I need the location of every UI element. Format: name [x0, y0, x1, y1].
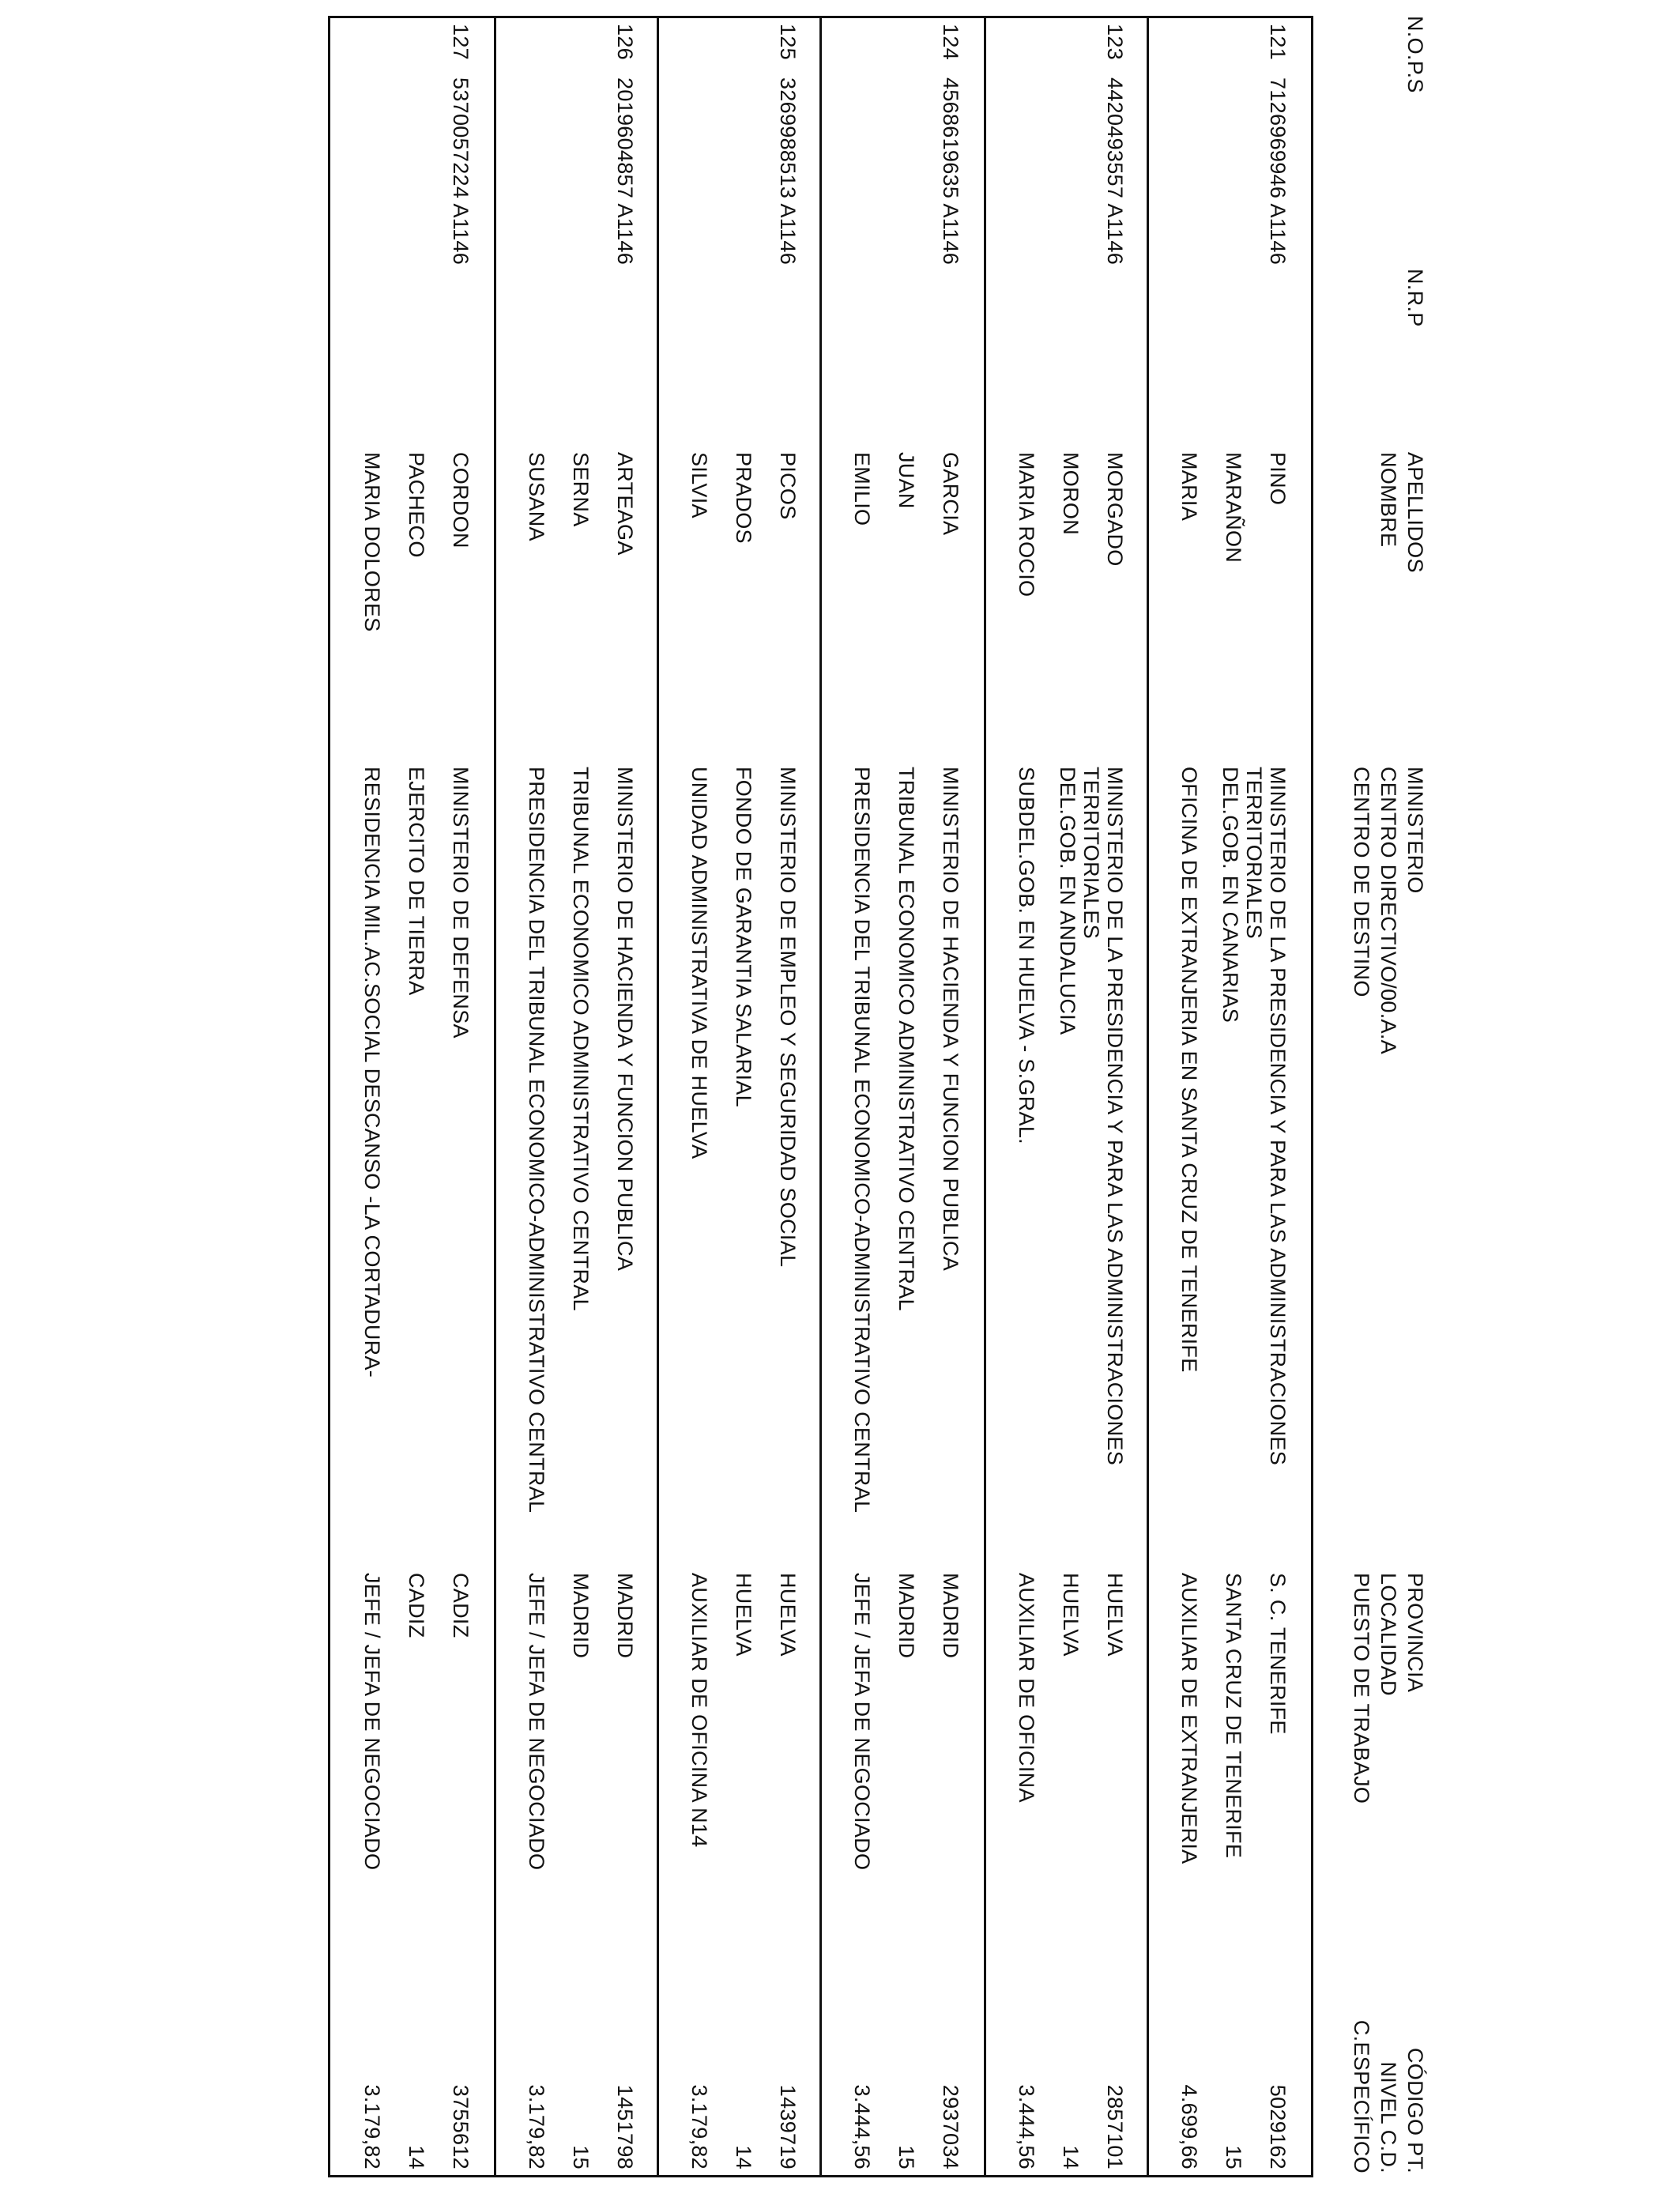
row-codigo: 2937034: [939, 2084, 962, 2169]
row-localidad: HUELVA: [1059, 1573, 1083, 1657]
header-centro-directivo: CENTRO DIRECTIVO/00.A.A: [1377, 767, 1400, 1054]
row-localidad: MADRID: [569, 1573, 593, 1659]
row-nops: 127: [449, 24, 473, 60]
header-apellidos: APELLIDOS: [1403, 452, 1427, 573]
row-puesto: AUXILIAR DE EXTRANJERIA: [1177, 1573, 1201, 1864]
row-apellido2: MARAÑON: [1222, 452, 1245, 564]
row-apellido1: MORGADO: [1103, 452, 1127, 567]
row-divider: [984, 16, 986, 2177]
row-especifico: 4.699,66: [1177, 2084, 1201, 2169]
row-provincia: CADIZ: [449, 1573, 473, 1638]
row-centro-destino: SUBDEL.GOB. EN HUELVA - S.GRAL.: [1015, 767, 1038, 1144]
row-codigo: 3755612: [449, 2084, 473, 2169]
row-provincia: MADRID: [939, 1573, 962, 1659]
row-ministerio: MINISTERIO DE LA PRESIDENCIA Y PARA LAS ADMINISTRACIONES: [1266, 767, 1290, 1466]
row-apellido2: SERNA: [569, 452, 593, 527]
header-centro-destino: CENTRO DE DESTINO: [1350, 767, 1373, 997]
row-ministerio: MINISTERIO DE LA PRESIDENCIA Y PARA LAS ADMINISTRACIONES: [1103, 767, 1127, 1466]
row-nivel: 14: [1059, 2145, 1083, 2169]
row-provincia: HUELVA: [776, 1573, 800, 1657]
row-provincia: MADRID: [613, 1573, 637, 1659]
row-nivel: 14: [732, 2145, 755, 2169]
row-centro-destino: PRESIDENCIA DEL TRIBUNAL ECONOMICO-ADMINISTRATIVO CENTRAL: [525, 767, 548, 1514]
row-apellido2: MORON: [1059, 452, 1083, 535]
row-localidad: MADRID: [895, 1573, 918, 1659]
header-nivel: NIVEL C.D.: [1377, 2061, 1400, 2173]
row-puesto: JEFE / JEFA DE NEGOCIADO: [360, 1573, 384, 1871]
header-codigo: CÓDIGO PT.: [1403, 2047, 1427, 2173]
row-divider: [819, 16, 822, 2177]
row-ministerio-cont: TERRITORIALES: [1079, 767, 1103, 939]
row-nops: 126: [613, 24, 637, 60]
row-apellido1: CORDON: [449, 452, 473, 548]
row-nrp: 5370057224 A1146: [449, 77, 473, 266]
row-especifico: 3.179,82: [687, 2084, 711, 2169]
row-puesto: JEFE / JEFA DE NEGOCIADO: [850, 1573, 874, 1871]
row-centro-directivo: DEL.GOB. EN CANARIAS: [1219, 767, 1242, 1023]
row-centro-destino: RESIDENCIA MIL.AC.SOCIAL DESCANSO -LA CORTADURA-: [360, 767, 384, 1378]
row-nivel: 15: [1222, 2145, 1245, 2169]
row-nops: 123: [1103, 24, 1127, 60]
row-centro-destino: UNIDAD ADMINISTRATIVA DE HUELVA: [687, 767, 711, 1159]
row-apellido2: PRADOS: [732, 452, 755, 544]
row-especifico: 3.179,82: [525, 2084, 548, 2169]
row-nivel: 14: [405, 2145, 428, 2169]
row-localidad: CADIZ: [405, 1573, 428, 1638]
row-apellido2: JUAN: [895, 452, 918, 509]
row-puesto: AUXILIAR DE OFICINA: [1015, 1573, 1038, 1803]
header-puesto: PUESTO DE TRABAJO: [1350, 1573, 1373, 1804]
row-centro-directivo: TRIBUNAL ECONOMICO ADMINISTRATIVO CENTRAL: [895, 767, 918, 1311]
row-nombre: MARIA: [1177, 452, 1201, 522]
row-nrp: 7126969946 A1146: [1266, 77, 1290, 266]
row-codigo: 1451798: [613, 2084, 637, 2169]
header-especifico: C.ESPECÍFICO: [1350, 2019, 1373, 2173]
header-nrp: N.R.P: [1403, 269, 1427, 327]
row-codigo: 1439719: [776, 2084, 800, 2169]
row-centro-directivo: DEL.GOB. EN ANDALUCIA: [1056, 767, 1079, 1035]
row-puesto: JEFE / JEFA DE NEGOCIADO: [525, 1573, 548, 1871]
row-centro-directivo: EJERCITO DE TIERRA: [405, 767, 428, 996]
header-nops: N.O.P.S: [1403, 16, 1427, 93]
row-puesto: AUXILIAR DE OFICINA N14: [687, 1573, 711, 1848]
row-nrp: 2019604857 A1146: [613, 77, 637, 266]
row-nops: 125: [776, 24, 800, 60]
row-divider: [1147, 16, 1149, 2177]
row-ministerio-cont: TERRITORIALES: [1242, 767, 1266, 939]
row-apellido1: ARTEAGA: [613, 452, 637, 556]
row-especifico: 3.444,56: [850, 2084, 874, 2169]
row-especifico: 3.179,82: [360, 2084, 384, 2169]
row-ministerio: MINISTERIO DE DEFENSA: [449, 767, 473, 1039]
row-localidad: SANTA CRUZ DE TENERIFE: [1222, 1573, 1245, 1859]
row-centro-destino: PRESIDENCIA DEL TRIBUNAL ECONOMICO-ADMINISTRATIVO CENTRAL: [850, 767, 874, 1514]
row-apellido1: PICOS: [776, 452, 800, 520]
row-apellido1: PINO: [1266, 452, 1290, 506]
header-nombre: NOMBRE: [1377, 452, 1400, 548]
row-nrp: 4420493557 A1146: [1103, 77, 1127, 266]
row-provincia: HUELVA: [1103, 1573, 1127, 1657]
row-nombre: SUSANA: [525, 452, 548, 541]
row-centro-directivo: TRIBUNAL ECONOMICO ADMINISTRATIVO CENTRAL: [569, 767, 593, 1311]
row-nops: 124: [939, 24, 962, 60]
row-apellido2: PACHECO: [405, 452, 428, 558]
row-nops: 121: [1266, 24, 1290, 60]
header-ministerio: MINISTERIO: [1403, 767, 1427, 894]
row-nombre: SILVIA: [687, 452, 711, 518]
row-divider: [657, 16, 659, 2177]
row-ministerio: MINISTERIO DE EMPLEO Y SEGURIDAD SOCIAL: [776, 767, 800, 1268]
row-localidad: HUELVA: [732, 1573, 755, 1657]
row-provincia: S. C. TENERIFE: [1266, 1573, 1290, 1735]
header-localidad: LOCALIDAD: [1377, 1573, 1400, 1696]
row-nivel: 15: [569, 2145, 593, 2169]
row-ministerio: MINISTERIO DE HACIENDA Y FUNCION PUBLICA: [939, 767, 962, 1272]
row-centro-directivo: FONDO DE GARANTIA SALARIAL: [732, 767, 755, 1107]
row-nombre: MARIA DOLORES: [360, 452, 384, 632]
row-nrp: 3269988513 A1146: [776, 77, 800, 266]
header-provincia: PROVINCIA: [1403, 1573, 1427, 1693]
row-nombre: MARIA ROCIO: [1015, 452, 1038, 598]
row-ministerio: MINISTERIO DE HACIENDA Y FUNCION PUBLICA: [613, 767, 637, 1272]
row-apellido1: GARCIA: [939, 452, 962, 536]
row-nrp: 4568619635 A1146: [939, 77, 962, 266]
row-divider: [494, 16, 496, 2177]
row-especifico: 3.444,56: [1015, 2084, 1038, 2169]
row-codigo: 5029162: [1266, 2084, 1290, 2169]
row-nivel: 15: [895, 2145, 918, 2169]
row-centro-destino: OFICINA DE EXTRANJERIA EN SANTA CRUZ DE TENERIFE: [1177, 767, 1201, 1373]
row-codigo: 2857101: [1103, 2084, 1127, 2169]
row-nombre: EMILIO: [850, 452, 874, 526]
